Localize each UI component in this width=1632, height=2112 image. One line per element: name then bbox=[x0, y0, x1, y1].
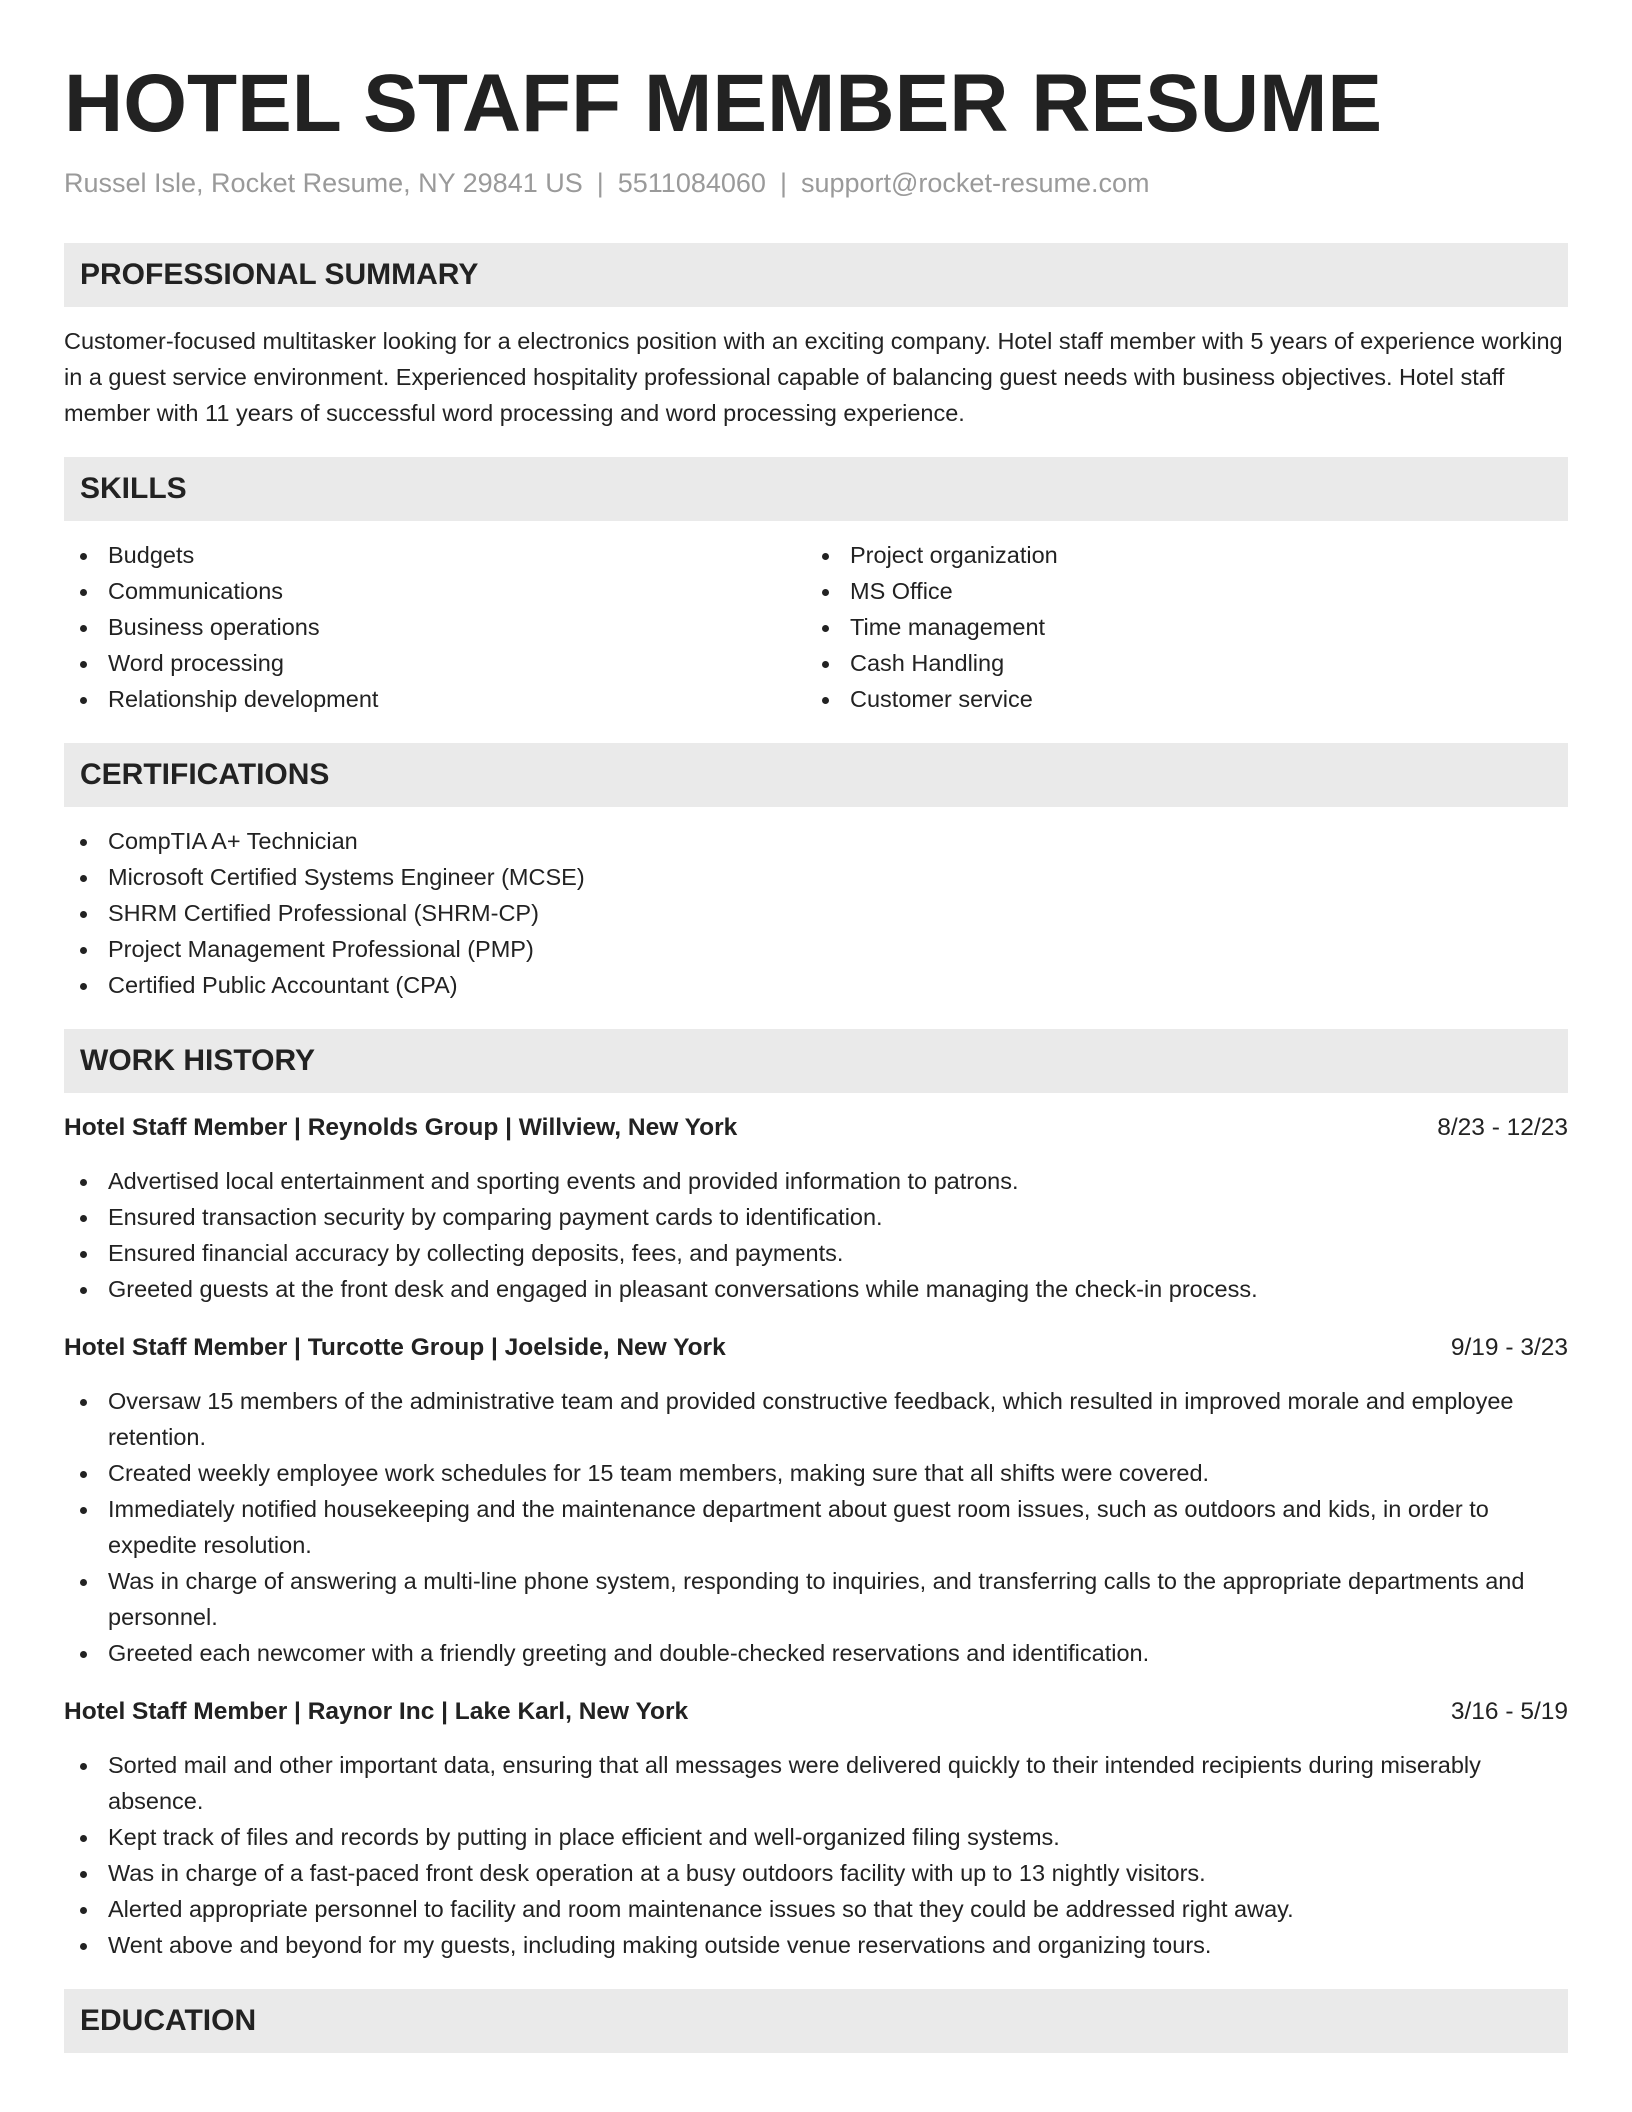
job-title: Hotel Staff Member | Raynor Inc | Lake Karl, New York bbox=[64, 1698, 689, 1725]
job-header bbox=[64, 1331, 1568, 1365]
contact-separator: | bbox=[779, 168, 787, 198]
job-bullet: Oversaw 15 members of the administrative team and provided constructive feedback, which resulted in improved morale and employee retention. bbox=[64, 1383, 1568, 1455]
education-heading: EDUCATION bbox=[64, 1989, 1568, 2053]
skill-item: Time management bbox=[806, 609, 1548, 645]
job-title: Hotel Staff Member | Reynolds Group | Willview, New York bbox=[64, 1114, 738, 1141]
job-bullet: Sorted mail and other important data, ensuring that all messages were delivered quickly to their intended recipients during miserably absence. bbox=[64, 1747, 1568, 1819]
job-bullet: Created weekly employee work schedules for 15 team members, making sure that all shifts were covered. bbox=[64, 1455, 1568, 1491]
job-entry bbox=[64, 1111, 1568, 1307]
resume-title: HOTEL STAFF MEMBER RESUME bbox=[64, 58, 1383, 149]
certification-item: Microsoft Certified Systems Engineer (MCSE) bbox=[64, 859, 1568, 895]
certification-item: Certified Public Accountant (CPA) bbox=[64, 967, 1568, 1003]
certification-item: Project Management Professional (PMP) bbox=[64, 931, 1568, 967]
job-title: Hotel Staff Member | Turcotte Group | Joelside, New York bbox=[64, 1334, 726, 1361]
job-header bbox=[64, 1111, 1568, 1145]
skill-item: Relationship development bbox=[64, 681, 806, 717]
certification-item: CompTIA A+ Technician bbox=[64, 823, 1568, 859]
job-bullets bbox=[64, 1383, 1568, 1671]
job-dates: 3/16 - 5/19 bbox=[1450, 1698, 1568, 1725]
job-dates: 9/19 - 3/23 bbox=[1450, 1334, 1568, 1361]
job-bullet: Immediately notified housekeeping and the maintenance department about guest room issues, such as outdoors and kids, in order to expedite resolution. bbox=[64, 1491, 1568, 1563]
contact-email: support@rocket-resume.com bbox=[800, 168, 1150, 198]
job-bullet: Went above and beyond for my guests, including making outside venue reservations and organizing tours. bbox=[64, 1927, 1568, 1963]
job-bullet: Ensured financial accuracy by collecting deposits, fees, and payments. bbox=[64, 1235, 1568, 1271]
contact-phone: 5511084060 bbox=[617, 168, 766, 198]
summary-heading: PROFESSIONAL SUMMARY bbox=[64, 243, 1568, 307]
skill-item: Project organization bbox=[806, 537, 1548, 573]
skills-heading: SKILLS bbox=[64, 457, 1568, 521]
skill-item: MS Office bbox=[806, 573, 1548, 609]
skills-grid bbox=[64, 537, 1568, 717]
summary-text: Customer-focused multitasker looking for a electronics position with an exciting company. Hotel staff member with 5 years of experience working in a guest service environment. Experienced hospitality professional capable of balancing guest needs with business objectives. Hotel staff member with 11 years of successful word processing and word processing experience. bbox=[64, 328, 1563, 426]
certifications-heading: CERTIFICATIONS bbox=[64, 743, 1568, 807]
contact-separator: | bbox=[596, 168, 604, 198]
job-header bbox=[64, 1695, 1568, 1729]
job-bullet: Greeted each newcomer with a friendly greeting and double-checked reservations and identification. bbox=[64, 1635, 1568, 1671]
skills-right-list bbox=[806, 537, 1548, 717]
skill-item: Business operations bbox=[64, 609, 806, 645]
contact-line bbox=[64, 166, 1568, 200]
skill-item: Cash Handling bbox=[806, 645, 1548, 681]
job-bullet: Kept track of files and records by putting in place efficient and well-organized filing systems. bbox=[64, 1819, 1568, 1855]
job-bullet: Greeted guests at the front desk and engaged in pleasant conversations while managing the check-in process. bbox=[64, 1271, 1568, 1307]
job-bullets bbox=[64, 1163, 1568, 1307]
job-bullets bbox=[64, 1747, 1568, 1963]
certifications-list bbox=[64, 823, 1568, 1003]
certification-item: SHRM Certified Professional (SHRM-CP) bbox=[64, 895, 1568, 931]
job-entry bbox=[64, 1695, 1568, 1963]
skill-item: Word processing bbox=[64, 645, 806, 681]
skill-item: Communications bbox=[64, 573, 806, 609]
skill-item: Customer service bbox=[806, 681, 1548, 717]
job-dates: 8/23 - 12/23 bbox=[1437, 1114, 1568, 1141]
job-bullet: Was in charge of answering a multi-line phone system, responding to inquiries, and transferring calls to the appropriate departments and personnel. bbox=[64, 1563, 1568, 1635]
skill-item: Budgets bbox=[64, 537, 806, 573]
job-bullet: Advertised local entertainment and sporting events and provided information to patrons. bbox=[64, 1163, 1568, 1199]
job-bullet: Ensured transaction security by comparing payment cards to identification. bbox=[64, 1199, 1568, 1235]
job-bullet: Was in charge of a fast-paced front desk operation at a busy outdoors facility with up to 13 nightly visitors. bbox=[64, 1855, 1568, 1891]
skills-left-list bbox=[64, 537, 806, 717]
work-history-heading: WORK HISTORY bbox=[64, 1029, 1568, 1093]
job-entry bbox=[64, 1331, 1568, 1671]
contact-address: Russel Isle, Rocket Resume, NY 29841 US bbox=[64, 168, 583, 198]
job-bullet: Alerted appropriate personnel to facility and room maintenance issues so that they could be addressed right away. bbox=[64, 1891, 1568, 1927]
